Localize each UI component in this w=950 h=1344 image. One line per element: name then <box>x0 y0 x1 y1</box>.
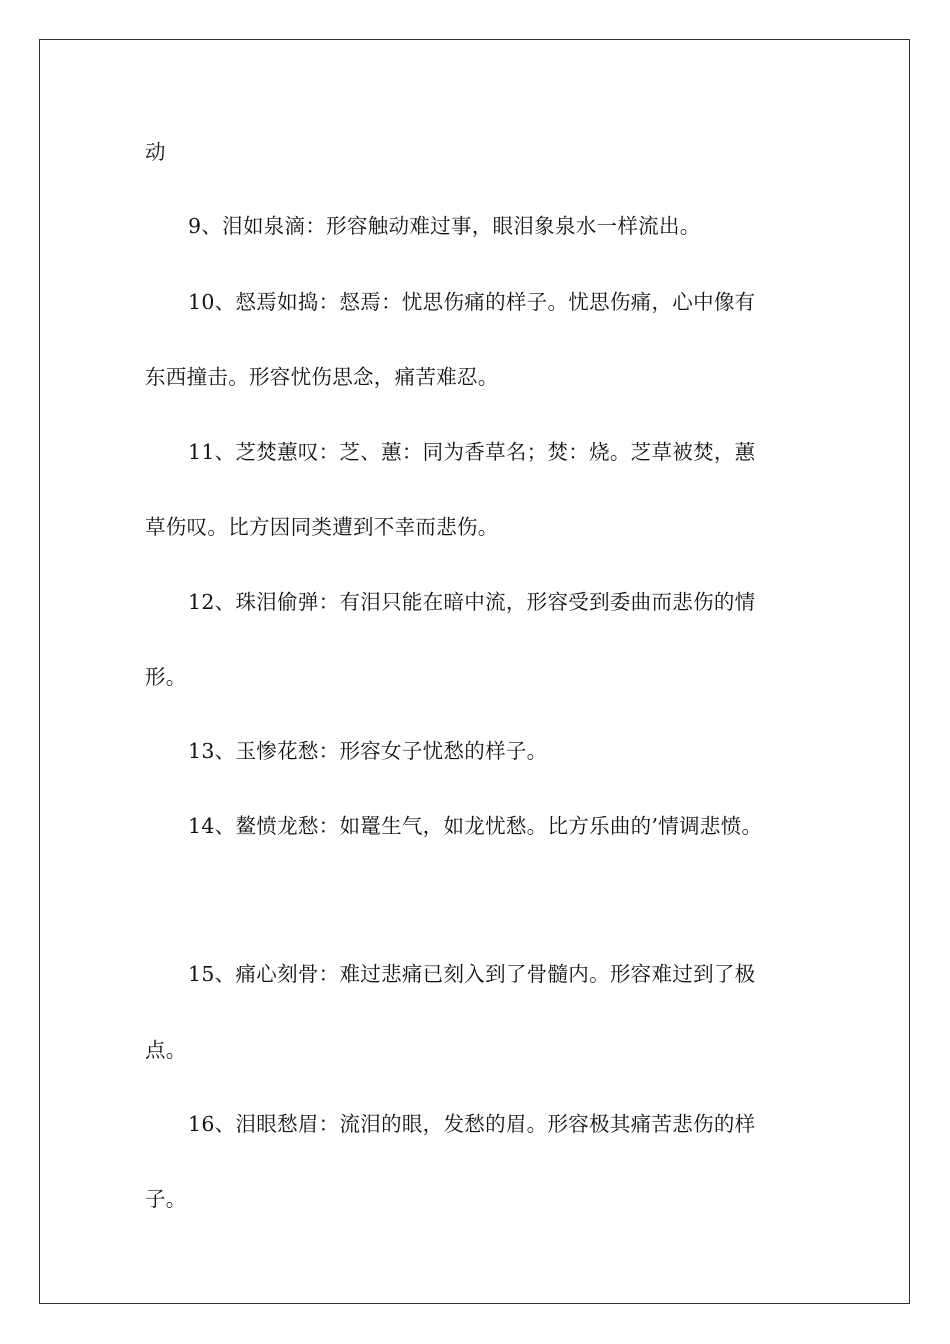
idiom-12: 12、珠泪偷弹：有泪只能在暗中流，形容受到委曲而悲伤的情 <box>188 590 756 614</box>
idiom-16: 16、泪眼愁眉：流泪的眼，发愁的眉。形容极其痛苦悲伤的样 <box>188 1112 756 1136</box>
idiom-14: 14、鳌愤龙愁：如鼍生气，如龙忧愁。比方乐曲的’情调悲愤。 <box>188 814 763 838</box>
idiom-11-continued: 草伤叹。比方因同类遭到不幸而悲伤。 <box>145 515 499 539</box>
idiom-15: 15、痛心刻骨：难过悲痛已刻入到了骨髓内。形容难过到了极 <box>188 962 756 986</box>
idiom-12-continued: 形。 <box>145 665 187 689</box>
idiom-11: 11、芝焚蕙叹：芝、蕙：同为香草名；焚：烧。芝草被焚，蕙 <box>188 440 756 464</box>
idiom-9: 9、泪如泉滴：形容触动难过事，眼泪象泉水一样流出。 <box>188 214 701 238</box>
idiom-10: 10、惄焉如捣：惄焉：忧思伤痛的样子。忧思伤痛，心中像有 <box>188 290 756 314</box>
idiom-16-continued: 子。 <box>145 1187 187 1211</box>
idiom-10-continued: 东西撞击。形容忧伤思念，痛苦难忍。 <box>145 365 499 389</box>
text-line-continuation: 动 <box>145 140 166 164</box>
idiom-15-continued: 点。 <box>145 1038 187 1062</box>
idiom-13: 13、玉惨花愁：形容女子忧愁的样子。 <box>188 739 548 763</box>
